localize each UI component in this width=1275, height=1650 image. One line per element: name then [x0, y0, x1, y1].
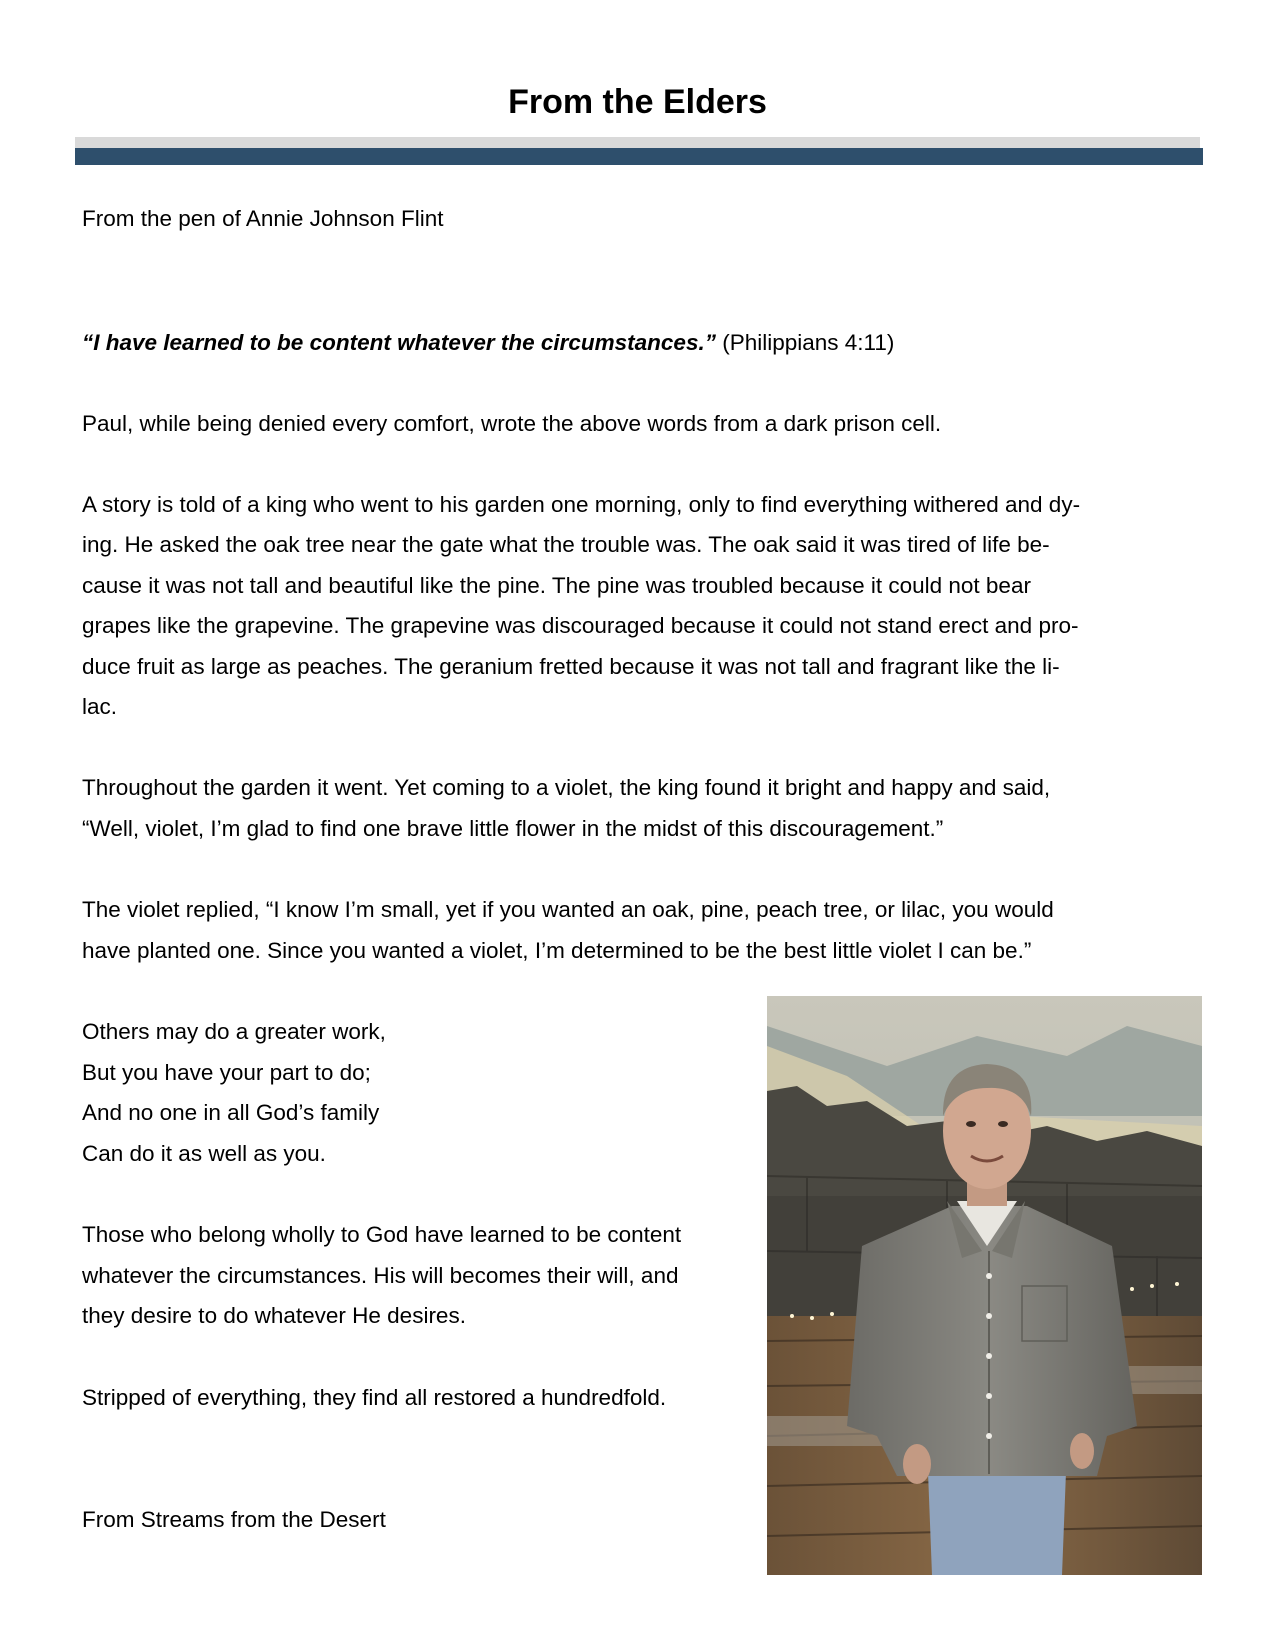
- paragraph-line: they desire to do whatever He desires.: [82, 1303, 466, 1328]
- paragraph-line: A story is told of a king who went to his garden one morning, only to find everything withered and dy-: [82, 492, 1081, 517]
- epigraph: [82, 328, 894, 358]
- paragraph-line: Paul, while being denied every comfort, wrote the above words from a dark prison cell.: [82, 411, 942, 436]
- paragraph-line: Throughout the garden it went. Yet coming to a violet, the king found it bright and happy and said,: [82, 775, 1051, 800]
- header-rule-blue: [75, 148, 1203, 165]
- paragraph-line: cause it was not tall and beautiful like the pine. The pine was troubled because it could not bear: [82, 573, 1031, 598]
- source-credit: From Streams from the Desert: [82, 1507, 386, 1532]
- epigraph-quote: “I have learned to be content whatever the circumstances.”: [82, 330, 716, 355]
- poem-line: And no one in all God’s family: [82, 1100, 380, 1125]
- paragraph-line: duce fruit as large as peaches. The geranium fretted because it was not tall and fragrant like the li-: [82, 654, 1060, 679]
- paragraph-line: ing. He asked the oak tree near the gate what the trouble was. The oak said it was tired of life be-: [82, 532, 1050, 557]
- paragraph-line: have planted one. Since you wanted a violet, I’m determined to be the best little violet I can be.”: [82, 938, 1032, 963]
- poem-line: Others may do a greater work,: [82, 1019, 386, 1044]
- paragraph-line: Stripped of everything, they find all restored a hundredfold.: [82, 1385, 667, 1410]
- paragraph-line: whatever the circumstances. His will becomes their will, and: [82, 1263, 679, 1288]
- paragraph-line: “Well, violet, I’m glad to find one brave little flower in the midst of this discouragement.”: [82, 816, 944, 841]
- paragraph-line: lac.: [82, 694, 118, 719]
- paragraph-line: Those who belong wholly to God have learned to be content: [82, 1222, 682, 1247]
- page-title: From the Elders: [508, 83, 767, 121]
- paragraph-line: The violet replied, “I know I’m small, yet if you wanted an oak, pine, peach tree, or lilac, you would: [82, 897, 1054, 922]
- elder-photo: [767, 996, 1202, 1575]
- header-rule-gray: [75, 137, 1200, 148]
- epigraph-reference: (Philippians 4:11): [715, 330, 895, 355]
- poem-line: Can do it as well as you.: [82, 1141, 326, 1166]
- paragraph-line: grapes like the grapevine. The grapevine was discouraged because it could not stand erect and pro-: [82, 613, 1079, 638]
- byline: From the pen of Annie Johnson Flint: [82, 206, 444, 231]
- poem-line: But you have your part to do;: [82, 1060, 371, 1085]
